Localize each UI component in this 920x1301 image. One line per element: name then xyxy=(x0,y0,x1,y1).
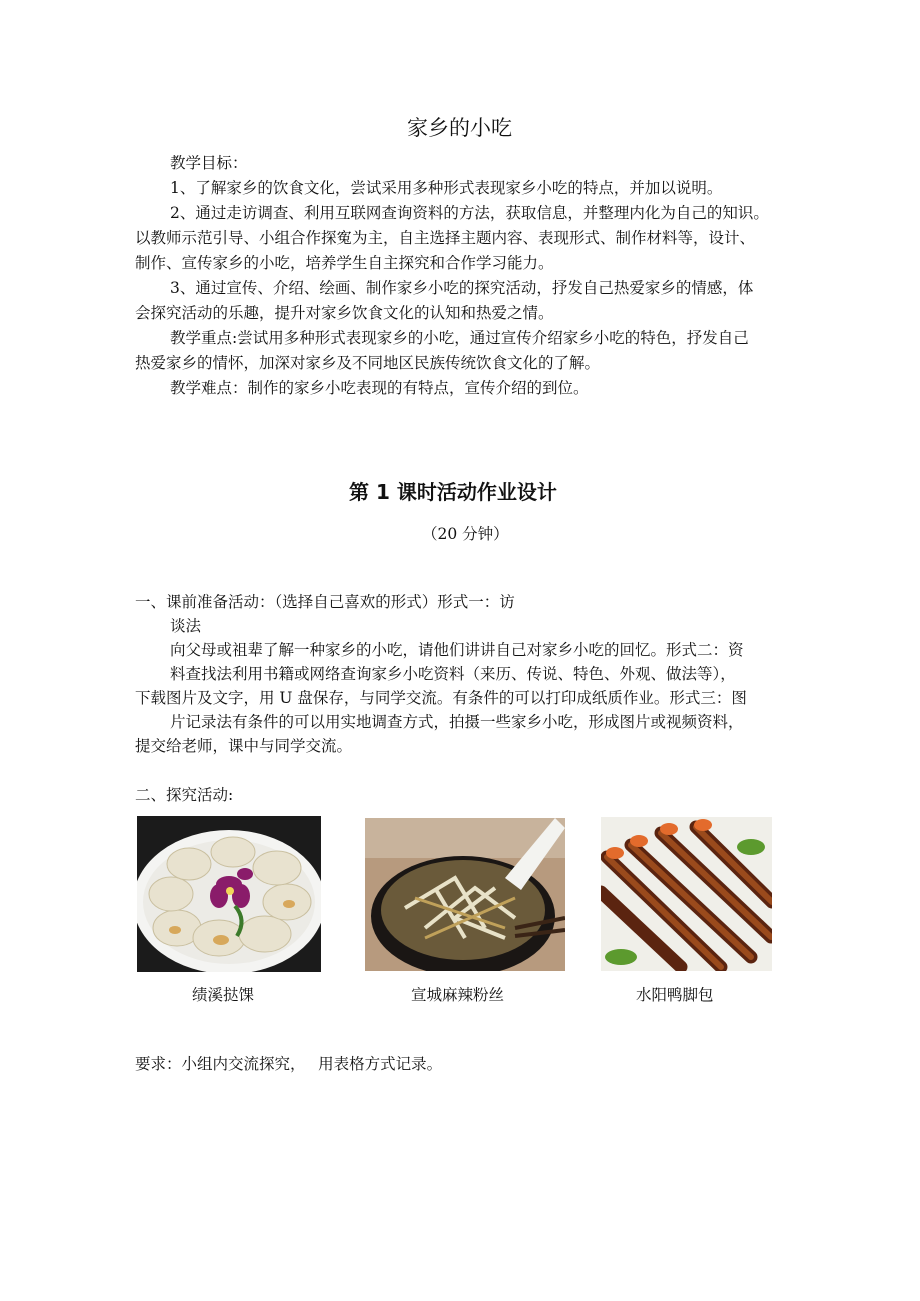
goal-3-line-1: 3、通过宣传、介绍、绘画、制作家乡小吃的探究活动，抒发自己热爱家乡的情感，体 xyxy=(170,279,754,297)
food-photo-xuancheng-noodles xyxy=(365,818,565,971)
photo-caption-1: 绩溪挞馃 xyxy=(192,986,255,1004)
prep-activity-line-4: 料查找法利用书籍或网络查询家乡小吃资料（来历、传说、特色、外观、做法等）， xyxy=(170,665,736,683)
food-photo-jixi-tage xyxy=(137,816,321,972)
document-title: 家乡的小吃 xyxy=(407,116,512,140)
prep-activity-line-2: 谈法 xyxy=(170,617,202,635)
teaching-focus-line-1: 教学重点:尝试用多种形式表现家乡的小吃，通过宣传介绍家乡小吃的特色，抒发自己 xyxy=(170,329,749,347)
goals-heading: 教学目标： xyxy=(170,154,248,172)
goal-2-line-2: 以教师示范引导、小组合作探寃为主，自主选择主题内容、表现形式、制作材料等，设计、 xyxy=(135,229,756,247)
photo-caption-3: 水阳鸭脚包 xyxy=(636,986,714,1004)
prep-activity-line-1: 一、课前准备活动：（选择自己喜欢的形式）形式一：访 xyxy=(135,593,515,611)
explore-heading: 二、探究活动: xyxy=(135,786,234,804)
teaching-focus-line-2: 热爱家乡的情怀，加深对家乡及不同地区民族传统饮食文化的了解。 xyxy=(135,354,601,372)
prep-activity-line-3: 向父母或祖辈了解一种家乡的小吃，请他们讲讲自己对家乡小吃的回忆。形式二：资 xyxy=(170,641,744,659)
photo-caption-2: 宣城麻辣粉丝 xyxy=(411,986,505,1004)
duration-note: （20 分钟） xyxy=(422,525,509,543)
prep-activity-line-5: 下载图片及文字，用 U 盘保存，与同学交流。有条件的可以打印成纸质作业。形式三：图 xyxy=(135,689,747,707)
food-photo-shuiyang-duck-feet xyxy=(601,817,772,971)
goal-3-line-2: 会探究活动的乐趣，提升对家乡饮食文化的认知和热爱之情。 xyxy=(135,304,554,322)
goal-1: 1、了解家乡的饮食文化，尝试采用多种形式表现家乡小吃的特点，并加以说明。 xyxy=(170,179,723,197)
goal-2-line-1: 2、通过走访调查、利用互联网查询资料的方法，获取信息，并整理内化为自己的知识。 xyxy=(170,204,769,222)
section-title: 第 1 课时活动作业设计 xyxy=(349,480,557,504)
teaching-difficulty: 教学难点：制作的家乡小吃表现的有特点，宣传介绍的到位。 xyxy=(170,379,589,397)
prep-activity-line-7: 提交给老师，课中与同学交流。 xyxy=(135,737,353,755)
goal-2-line-3: 制作、宣传家乡的小吃，培养学生自主探究和合作学习能力。 xyxy=(135,254,554,272)
prep-activity-line-6: 片记录法有条件的可以用实地调查方式，拍摄一些家乡小吃，形成图片或视频资料， xyxy=(170,713,744,731)
requirement-note: 要求：小组内交流探究， 用表格方式记录。 xyxy=(135,1055,443,1073)
